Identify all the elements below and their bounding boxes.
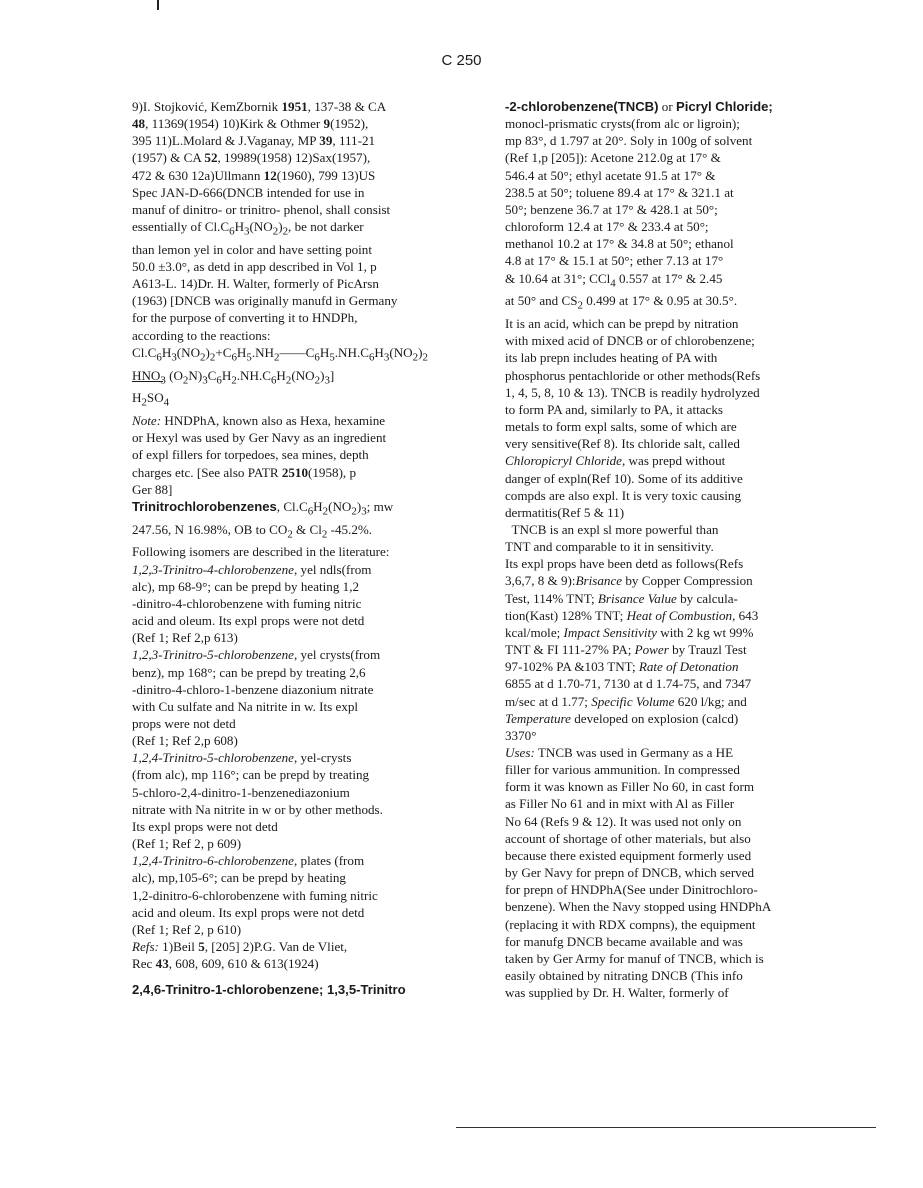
text-line: manuf of dinitro- or trinitro- phenol, shall consist (132, 201, 391, 217)
text-line: 247.56, N 16.98%, OB to $CO_2$ & $Cl_2$ -45.2%. (132, 521, 373, 541)
text-line: TNCB is an expl sl more powerful than (505, 521, 719, 537)
text-line: (Ref 1; Ref 2,p 608) (132, 733, 238, 749)
text-line: Note: HNDPhA, known also as Hexa, hexamine (132, 413, 386, 429)
text-line: phosphorus pentachloride or other methods(Refs (505, 367, 761, 383)
text-line: Spec JAN-D-666(DNCB intended for use in (132, 184, 365, 200)
text-line: (replacing it with RDX compns), the equipment (505, 916, 756, 932)
text-line: 3,6,7, 8 & 9):Brisance by Copper Compression (505, 573, 753, 589)
text-line: form it was known as Filler No 60, in cast form (505, 779, 755, 795)
text-line: taken by Ger Army for manuf of TNCB, which is (505, 950, 764, 966)
text-line: for the purpose of converting it to HNDPh, (132, 310, 358, 326)
text-line: Ger 88] (132, 481, 173, 497)
text-line: chloroform 12.4 at 17° & 233.4 at 50°; (505, 219, 709, 235)
text-line: as Filler No 61 and in mixt with Al as Filler (505, 796, 735, 812)
text-line: A613-L. 14)Dr. H. Walter, formerly of PicArsn (132, 276, 379, 292)
text-line: 1, 4, 5, 8, 10 & 13). TNCB is readily hydrolyzed (505, 384, 760, 400)
text-line: 472 & 630 12a)Ullmann 12(1960), 799 13)US (132, 167, 376, 183)
text-line: methanol 10.2 at 17° & 34.8 at 50°; ethanol (505, 236, 734, 252)
text-line: TNT and comparable to it in sensitivity. (505, 539, 714, 555)
text-line: (Ref 1; Ref 2,p 613) (132, 630, 238, 646)
text-line: $HNO_3$ $(O_2N)_3C_6H_2.NH.C_6H_2(NO_2)_3$] (132, 367, 335, 387)
text-line: monocl-prismatic crysts(from alc or ligroin); (505, 116, 740, 132)
text-line: charges etc. [See also PATR 2510(1958), p (132, 464, 357, 480)
scan-mark (157, 0, 159, 10)
text-line: Rec 43, 608, 609, 610 & 613(1924) (132, 956, 319, 972)
text-line: of expl fillers for torpedoes, sea mines, depth (132, 447, 369, 463)
text-line: alc), mp 68-9°; can be prepd by heating 1,2 (132, 578, 360, 594)
text-line: to form PA and, similarly to PA, it attacks (505, 401, 723, 417)
text-line: for manufg DNCB became available and was (505, 933, 743, 949)
text-line: Temperature developed on explosion (calcd) (505, 710, 739, 726)
text-line: 97-102% PA &103 TNT; Rate of Detonation (505, 659, 739, 675)
text-line: kcal/mole; Impact Sensitivity with 2 kg wt 99% (505, 624, 754, 640)
text-line: acid and oleum. Its expl props were not detd (132, 904, 365, 920)
text-line: essentially of $Cl.C_6H_3(NO_2)_2$, be not darker (132, 219, 364, 238)
text-line: with mixed acid of DNCB or of chlorobenzene; (505, 333, 755, 349)
text-line: TNT & FI 111-27% PA; Power by Trauzl Test (505, 642, 747, 658)
text-line: (Ref 1,p [205]): Acetone 212.0g at 17° & (505, 150, 721, 166)
text-line: -2-chlorobenzene(TNCB) or Picryl Chloride; (505, 99, 773, 114)
text-line: props were not detd (132, 715, 236, 731)
text-line: for prepn of HNDPhA(See under Dinitrochloro- (505, 882, 758, 898)
text-line: compds are also expl. It is very toxic causing (505, 487, 741, 503)
text-line: No 64 (Refs 9 & 12). It was used not only on (505, 813, 742, 829)
text-line: 395 11)L.Molard & J.Vaganay, MP 39, 111-21 (132, 133, 376, 149)
text-line: (1957) & CA 52, 19989(1958) 12)Sax(1957), (132, 150, 371, 166)
text-line: alc), mp,105-6°; can be prepd by heating (132, 870, 346, 886)
text-line: nitrate with Na nitrite in w or by other methods. (132, 801, 383, 817)
text-line: than lemon yel in color and have setting point (132, 241, 372, 257)
text-line: account of shortage of other materials, but also (505, 830, 751, 846)
text-line: very sensitive(Ref 8). Its chloride salt, called (505, 436, 740, 452)
text-line: (Ref 1; Ref 2, p 610) (132, 921, 242, 937)
text-line: (1963) [DNCB was originally manufd in Germany (132, 293, 398, 309)
text-line: 6855 at d 1.70-71, 7130 at d 1.74-75, and 7347 (505, 676, 752, 692)
text-line: filler for various ammunition. In compressed (505, 762, 740, 778)
text-line: by Ger Navy for prepn of DNCB, which served (505, 865, 755, 881)
text-line: 1,2,4-Trinitro-6-chlorobenzene, plates (from (132, 853, 365, 869)
text-line: benz), mp 168°; can be prepd by treating 2,6 (132, 664, 366, 680)
footer-rule (456, 1127, 876, 1128)
text-line: danger of expln(Ref 10). Some of its additive (505, 470, 743, 486)
text-line: easily obtained by nitrating DNCB (This info (505, 968, 743, 984)
text-line: benzene). When the Navy stopped using HNDPhA (505, 899, 772, 915)
text-line: metals to form expl salts, some of which are (505, 419, 737, 435)
left-column (132, 98, 452, 998)
text-line: Its expl props have been detd as follows(Refs (505, 556, 744, 572)
text-line (132, 972, 452, 981)
right-column (505, 98, 828, 1001)
text-line: according to the reactions: (132, 327, 271, 343)
text-line: 238.5 at 50°; toluene 89.4 at 17° & 321.1 at (505, 184, 734, 200)
text-line: 3370° (505, 727, 537, 743)
text-line: mp 83°, d 1.797 at 20°. Soly in 100g of solvent (505, 133, 753, 149)
text-line: its lab prepn includes heating of PA with (505, 350, 718, 366)
text-line: Refs: 1)Beil 5, [205] 2)P.G. Van de Vliet, (132, 939, 348, 954)
text-line: (Ref 1; Ref 2, p 609) (132, 836, 242, 852)
text-line: Chloropicryl Chloride, was prepd without (505, 453, 726, 469)
text-line: 5-chloro-2,4-dinitro-1-benzenediazonium (132, 784, 350, 800)
text-line: because there existed equipment formerly used (505, 847, 752, 863)
text-line: Test, 114% TNT; Brisance Value by calcula- (505, 590, 738, 606)
text-line: It is an acid, which can be prepd by nitration (505, 316, 739, 332)
text-line: 546.4 at 50°; ethyl acetate 91.5 at 17° & (505, 167, 716, 183)
text-line: Uses: TNCB was used in Germany as a HE (505, 745, 734, 760)
text-line: 2,4,6-Trinitro-1-chlorobenzene; 1,3,5-Trinitro (132, 982, 406, 998)
text-line: acid and oleum. Its expl props were not detd (132, 613, 365, 629)
text-line: $H_2SO_4$ (132, 390, 170, 409)
text-line: tion(Kast) 128% TNT; Heat of Combustion, 643 (505, 607, 759, 623)
text-line: m/sec at d 1.77; Specific Volume 620 l/kg; and (505, 693, 747, 709)
text-line: was supplied by Dr. H. Walter, formerly of (505, 985, 729, 1001)
text-line: 1,2,3-Trinitro-4-chlorobenzene, yel ndls(from (132, 561, 372, 577)
text-line: 48, 11369(1954) 10)Kirk & Othmer 9(1952), (132, 116, 369, 132)
text-line: Following isomers are described in the literature: (132, 544, 390, 560)
text-line: 4.8 at 17° & 15.1 at 50°; ether 7.13 at 17° (505, 253, 724, 269)
text-line: or Hexyl was used by Ger Navy as an ingredient (132, 430, 387, 446)
text-line: -dinitro-4-chlorobenzene with fuming nitric (132, 595, 362, 611)
text-line: $Cl.C_6H_3(NO_2)_2+C_6H_5.NH_2——C_6H_5.NH.C_6H_3(NO_2)_2$ (132, 344, 428, 364)
text-line: (from alc), mp 116°; can be prepd by treating (132, 767, 370, 783)
text-line: -dinitro-4-chloro-1-benzene diazonium nitrate (132, 681, 374, 697)
page-number: C 250 (441, 52, 482, 69)
text-line: 9)I. Stojković, KemZbornik 1951, 137-38 & CA (132, 99, 387, 114)
text-line: 1,2,4-Trinitro-5-chlorobenzene, yel-crysts (132, 750, 352, 766)
text-line: Its expl props were not detd (132, 818, 278, 834)
text-line: 1,2-dinitro-6-chlorobenzene with fuming nitric (132, 887, 378, 903)
text-line: with Cu sulfate and Na nitrite in w. Its expl (132, 698, 359, 714)
text-line: at 50° and $CS_2$ 0.499 at 17° & 0.95 at 30.5°. (505, 293, 738, 312)
text-line: 1,2,3-Trinitro-5-chlorobenzene, yel crysts(from (132, 647, 381, 663)
text-line: Trinitrochlorobenzenes, $Cl.C_6H_2(NO_2)_3$; mw (132, 498, 394, 518)
text-line: & 10.64 at 31°; CCl$_4$ 0.557 at 17° & 2.45 (505, 270, 723, 290)
text-line: dermatitis(Ref 5 & 11) (505, 504, 625, 520)
text-line: 50.0 ±3.0°, as detd in app described in Vol 1, p (132, 259, 377, 275)
text-line: 50°; benzene 36.7 at 17° & 428.1 at 50°; (505, 201, 718, 217)
